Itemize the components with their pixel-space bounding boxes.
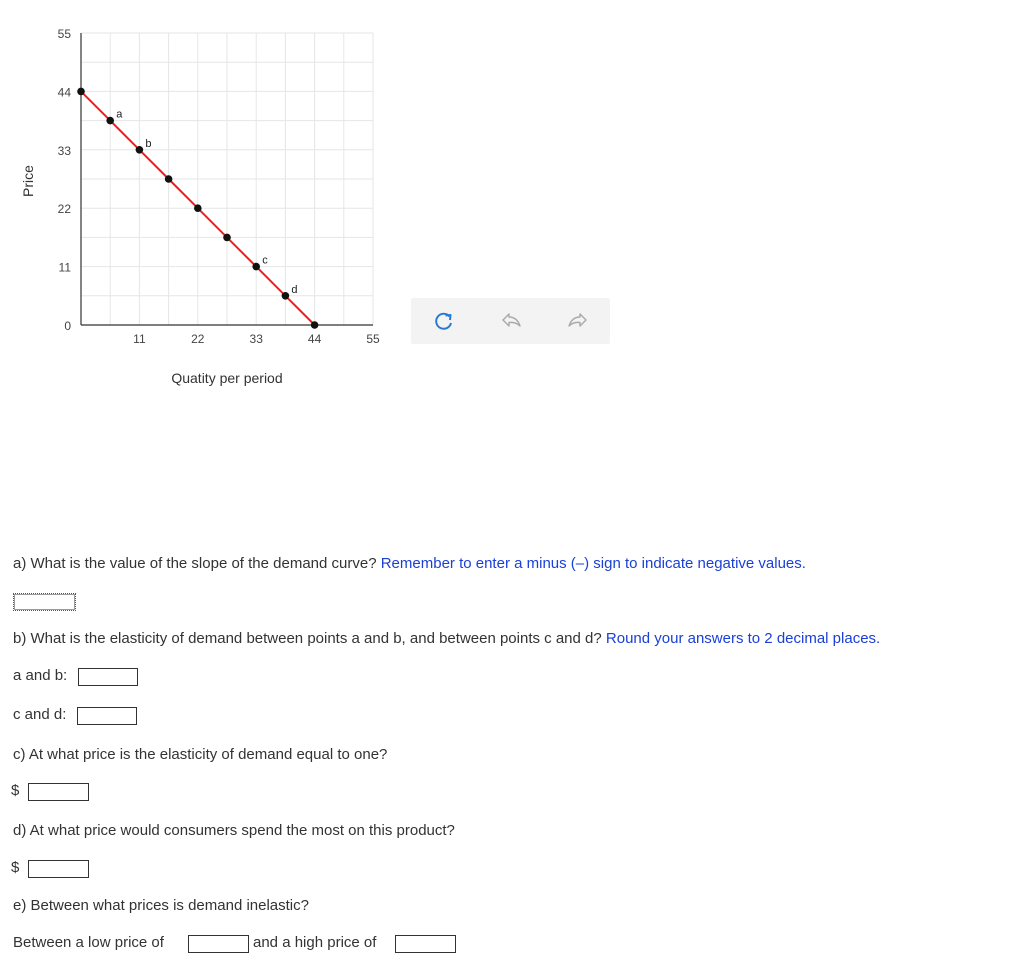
point-label-a: a	[116, 108, 123, 121]
high-price-label: and a high price of	[253, 934, 377, 951]
question-c: c) At what price is the elasticity of demand equal to one?	[13, 746, 388, 763]
y-tick-label: 22	[57, 202, 71, 217]
y-tick-label: 11	[58, 260, 71, 275]
elasticity-cd-input[interactable]	[77, 707, 137, 725]
redo-icon	[564, 307, 592, 335]
question-a-text: a) What is the value of the slope of the demand curve?	[13, 555, 377, 572]
demand-point[interactable]	[252, 263, 260, 271]
question-a-hint: Remember to enter a minus (–) sign to indicate negative values.	[380, 555, 806, 572]
y-tick-label: 44	[57, 85, 71, 100]
y-tick-label: 33	[57, 143, 71, 158]
inelastic-low-price-input[interactable]	[188, 935, 249, 953]
demand-point[interactable]	[77, 88, 85, 96]
point-label-b: b	[145, 137, 152, 150]
y-axis-label: Price	[20, 165, 36, 197]
low-price-label: Between a low price of	[13, 934, 164, 951]
demand-point[interactable]	[165, 175, 173, 183]
point-label-c: c	[262, 254, 268, 267]
x-tick-label: 44	[307, 332, 322, 346]
chart-grid	[81, 33, 373, 325]
question-b-hint: Round your answers to 2 decimal places.	[605, 630, 881, 647]
slope-input[interactable]	[13, 593, 76, 611]
demand-point[interactable]	[194, 204, 202, 212]
question-d: d) At what price would consumers spend the most on this product?	[13, 822, 455, 839]
ab-label: a and b:	[13, 667, 68, 684]
question-a	[13, 554, 806, 574]
x-tick-label: 33	[249, 332, 263, 346]
unit-elastic-price-input[interactable]	[28, 783, 89, 801]
redo-button[interactable]	[564, 307, 592, 335]
demand-chart	[0, 0, 400, 400]
x-tick-label: 11	[133, 332, 146, 346]
undo-icon	[497, 307, 525, 335]
elasticity-ab-input[interactable]	[78, 668, 138, 686]
question-e: e) Between what prices is demand inelastic?	[13, 897, 309, 914]
currency-symbol-c: $	[11, 782, 20, 799]
demand-point[interactable]	[311, 321, 319, 329]
reset-button[interactable]	[430, 307, 458, 335]
undo-button[interactable]	[497, 307, 525, 335]
cd-label: c and d:	[13, 706, 67, 723]
x-tick-label: 22	[191, 332, 205, 346]
point-label-d: d	[291, 283, 298, 296]
demand-point[interactable]	[136, 146, 144, 154]
chart-ticks	[58, 27, 380, 346]
question-b-text: b) What is the elasticity of demand between points a and b, and between points c and d?	[13, 630, 602, 647]
graph-toolbar	[411, 298, 610, 344]
max-spending-price-input[interactable]	[28, 860, 89, 878]
currency-symbol-d: $	[11, 859, 20, 876]
inelastic-high-price-input[interactable]	[395, 935, 456, 953]
y-tick-label: 55	[57, 27, 71, 41]
x-tick-label: 55	[366, 332, 380, 346]
demand-point[interactable]	[223, 234, 231, 242]
question-b	[13, 629, 880, 649]
demand-point[interactable]	[106, 117, 114, 125]
y-tick-label: 0	[64, 319, 71, 333]
demand-point[interactable]	[282, 292, 290, 300]
reset-icon	[430, 307, 458, 335]
x-axis-label: Quatity per period	[171, 370, 283, 386]
